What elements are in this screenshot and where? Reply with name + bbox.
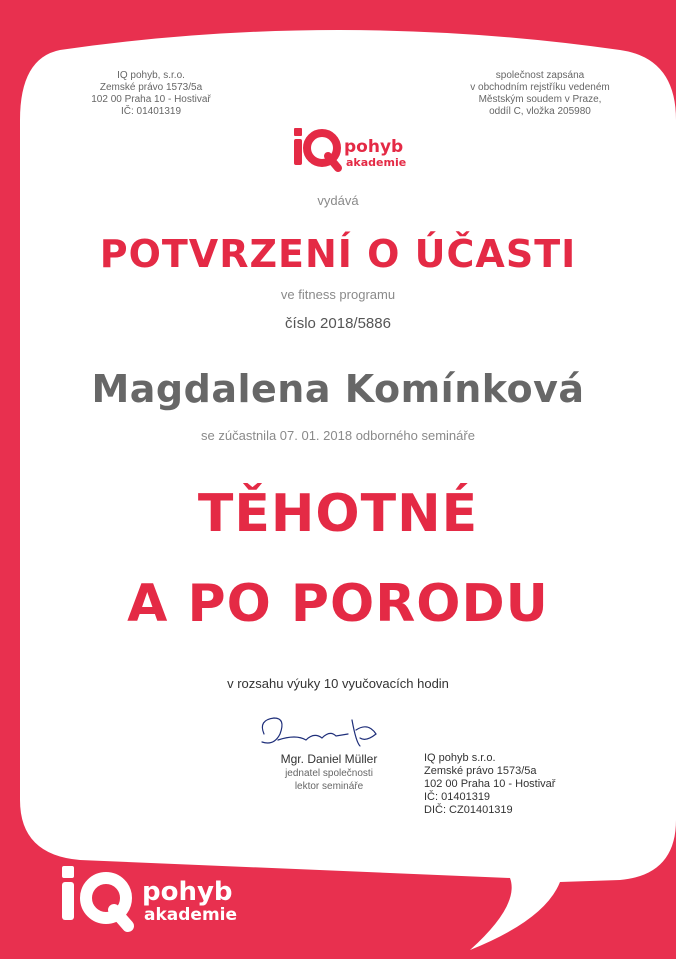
header-registration-info [440, 70, 640, 118]
iq-pohyb-logo [292, 126, 412, 172]
signatory-block [244, 752, 414, 793]
header-right-line: společnost zapsána [495, 70, 585, 81]
svg-text:pohyb: pohyb [344, 137, 404, 157]
header-company-address [86, 70, 216, 118]
certificate-title: POTVRZENÍ O ÚČASTI [99, 232, 577, 276]
signatory-name: Mgr. Daniel Müller [280, 752, 378, 766]
header-right-line: oddíl C, vložka 205980 [489, 106, 591, 117]
svg-text:pohyb: pohyb [142, 877, 233, 907]
course-title-line1: TĚHOTNÉ [197, 484, 479, 544]
company-stamp [424, 752, 574, 817]
header-left-line: Zemské právo 1573/5a [99, 82, 203, 93]
attendance-text: se zúčastnila 07. 01. 2018 odborného semináře [201, 428, 475, 443]
header-left-line: IQ pohyb, s.r.o. [117, 70, 185, 81]
course-title-line2: A PO PORODU [127, 574, 549, 634]
svg-text:akademie: akademie [346, 156, 407, 169]
course-extent: v rozsahu výuky 10 vyučovacích hodin [227, 676, 449, 691]
stamp-line: IQ pohyb s.r.o. [424, 752, 496, 764]
certificate-subtitle: ve fitness programu [280, 287, 396, 302]
issues-label: vydává [317, 193, 359, 208]
iq-pohyb-footer-logo [60, 860, 250, 940]
signatory-role: lektor semináře [294, 781, 364, 792]
header-right-line: v obchodním rejstříku vedeném [470, 82, 610, 93]
svg-text:akademie: akademie [144, 905, 238, 925]
stamp-line: 102 00 Praha 10 - Hostivař [424, 778, 556, 790]
certificate-number: číslo 2018/5886 [285, 315, 391, 332]
header-left-line: IČ: 01401319 [120, 106, 182, 117]
participant-name: Magdalena Komínková [91, 367, 585, 411]
signatory-role: jednatel společnosti [285, 768, 373, 779]
stamp-line: DIČ: CZ01401319 [424, 804, 513, 816]
stamp-line: IČ: 01401319 [424, 791, 491, 803]
header-right-line: Městským soudem v Praze, [478, 94, 602, 105]
stamp-line: Zemské právo 1573/5a [424, 765, 537, 777]
header-left-line: 102 00 Praha 10 - Hostivař [91, 94, 211, 105]
